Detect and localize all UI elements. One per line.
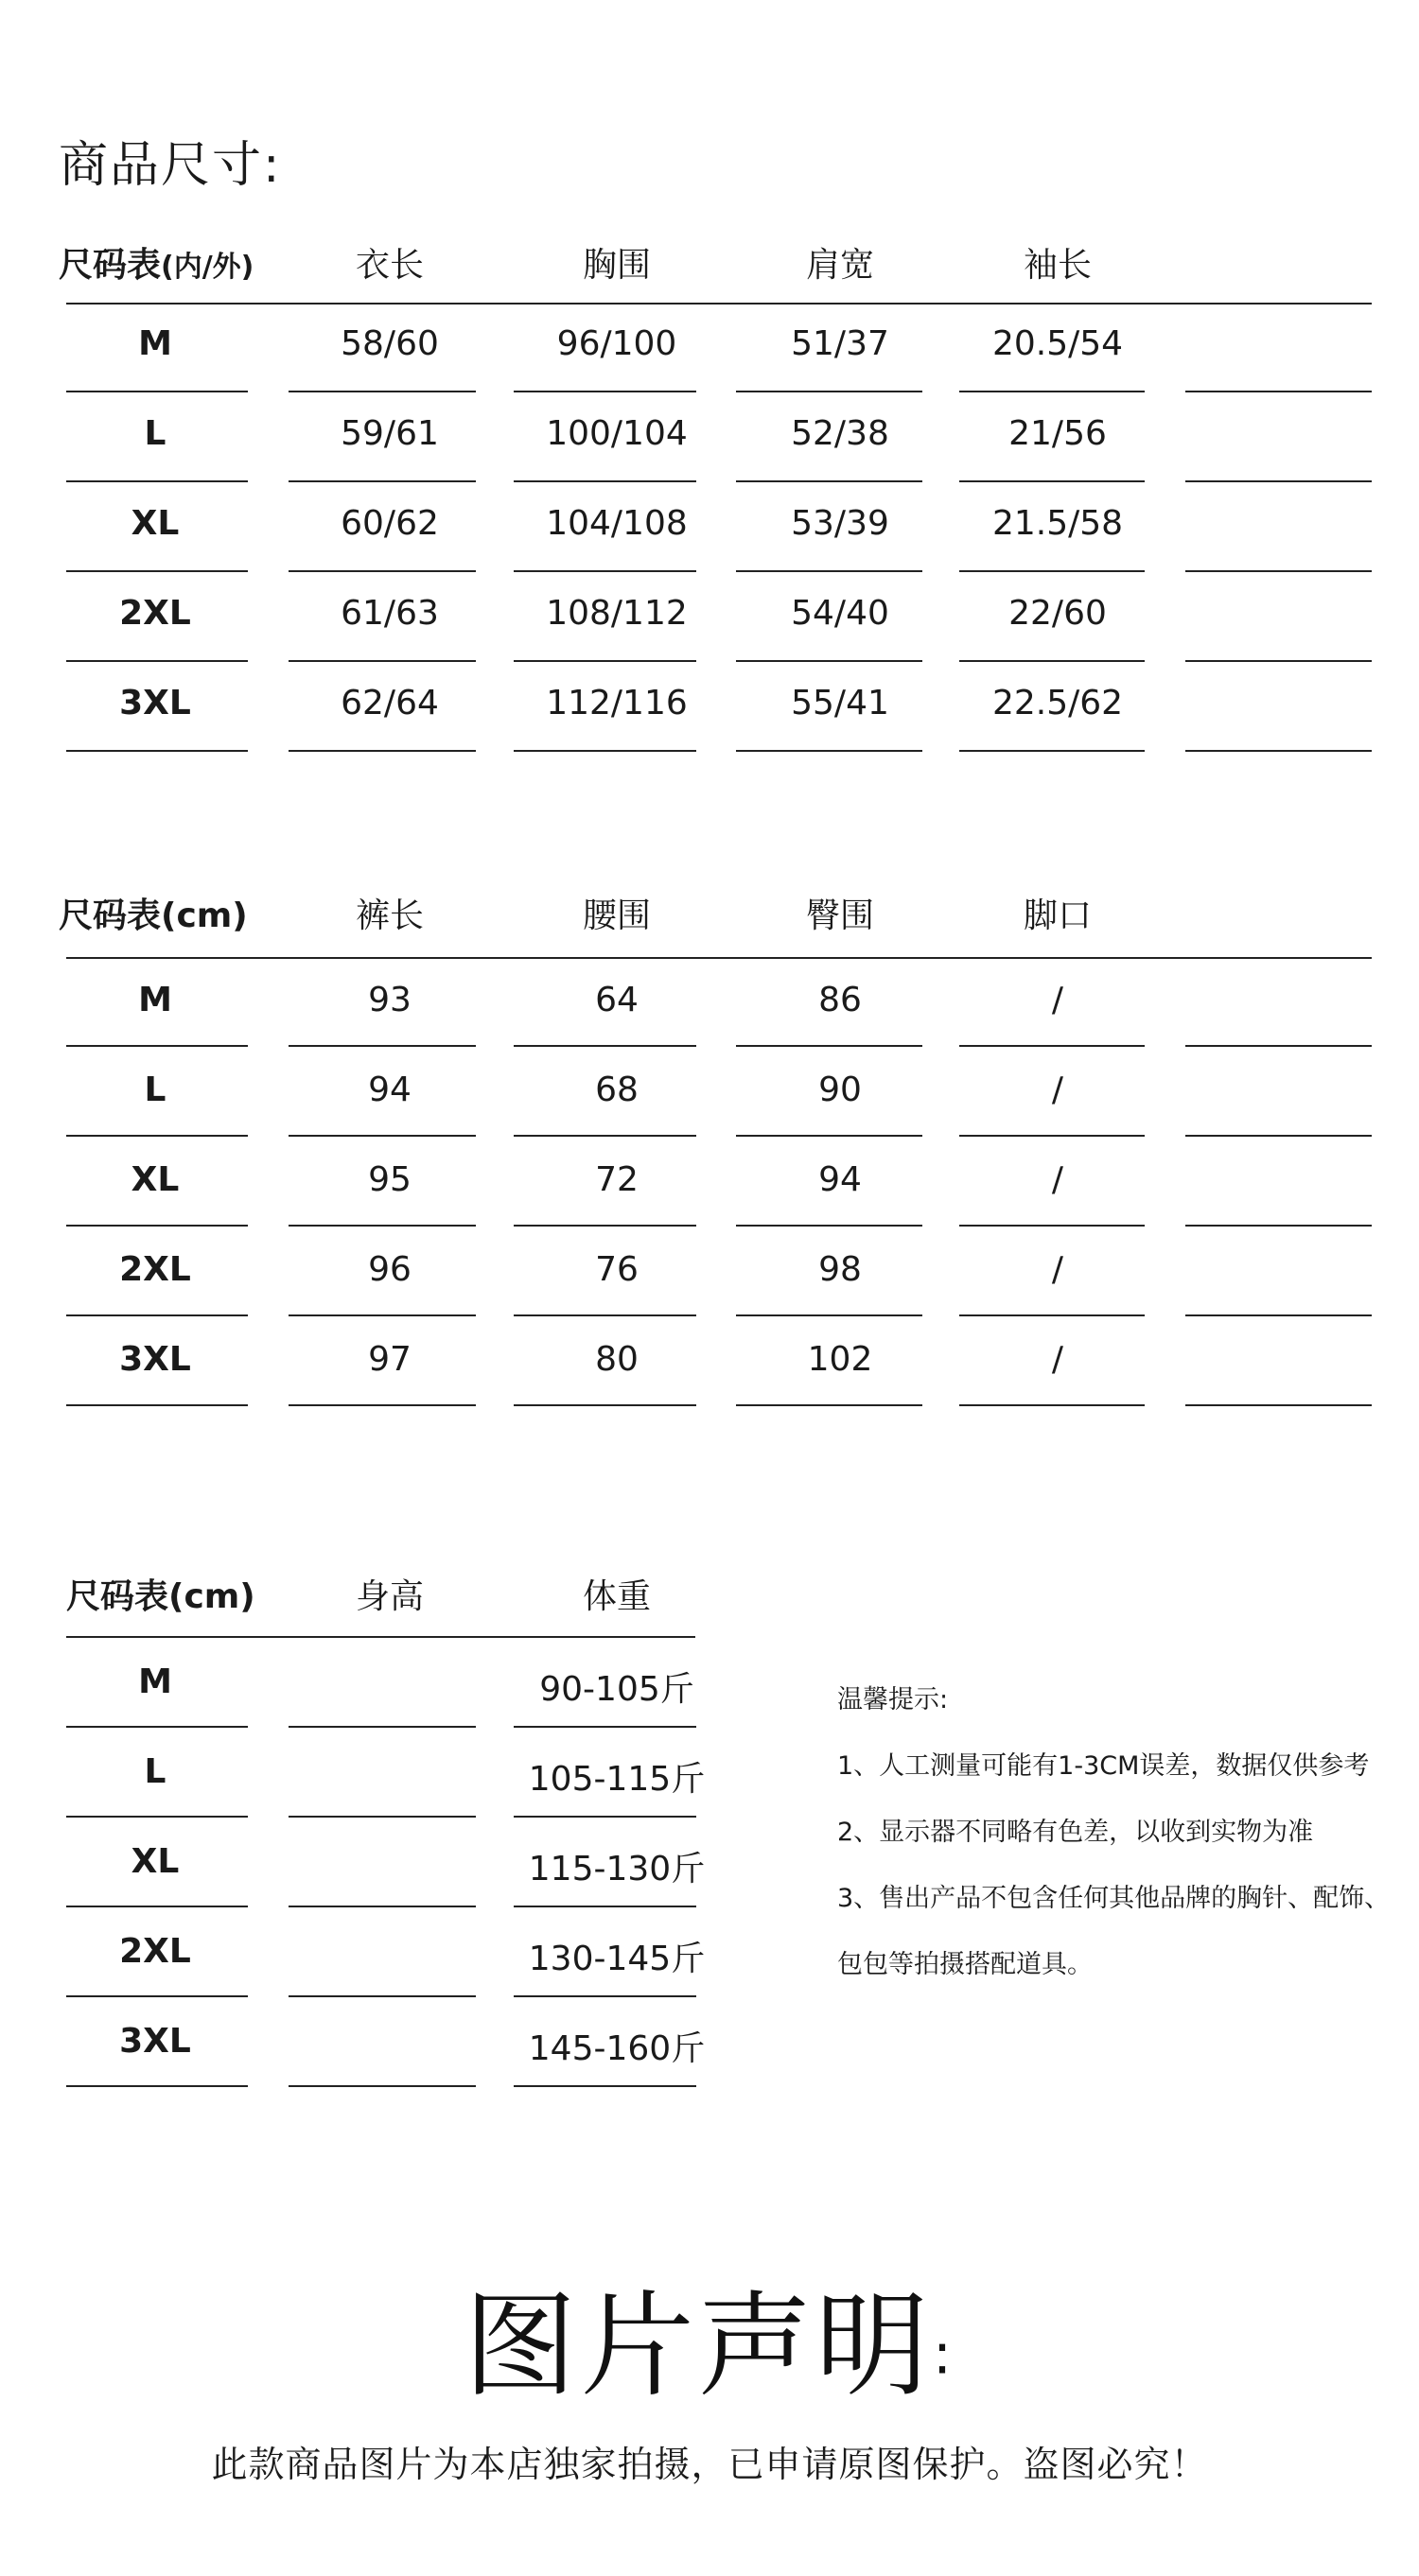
value-cell: 52/38 [791, 414, 889, 453]
row-underline [66, 391, 248, 392]
row-underline [66, 1225, 248, 1227]
row-underline [66, 1135, 248, 1137]
row-underline [66, 660, 248, 662]
size-cell: 3XL [119, 684, 191, 722]
row-underline [289, 1726, 476, 1728]
row-underline [736, 750, 922, 752]
value-cell: / [1051, 1070, 1064, 1109]
size-cell: L [144, 1070, 166, 1109]
table-label-main: 尺码表 [59, 246, 162, 285]
size-cell: XL [131, 504, 180, 543]
tips-block [837, 1679, 1405, 2010]
header-rule [66, 1636, 695, 1638]
row-underline [514, 2085, 696, 2087]
table-label [59, 238, 254, 287]
row-underline [959, 750, 1145, 752]
row-underline [514, 1314, 696, 1316]
column-header: 臀围 [805, 896, 874, 935]
value-cell: 22/60 [1008, 594, 1107, 633]
value-cell: 93 [368, 981, 412, 1019]
row-underline [289, 1995, 476, 1997]
column-header: 脚口 [1023, 896, 1092, 935]
column-header: 体重 [582, 1577, 651, 1616]
row-underline [736, 1045, 922, 1047]
column-header: 肩宽 [805, 246, 874, 285]
value-cell: 130-145斤 [528, 1940, 706, 1978]
value-cell: / [1051, 981, 1064, 1019]
row-underline [289, 1816, 476, 1818]
value-cell: 68 [595, 1070, 639, 1109]
value-cell: 55/41 [791, 684, 889, 722]
row-underline [514, 1404, 696, 1406]
value-cell: 86 [818, 981, 862, 1019]
row-underline [66, 570, 248, 572]
value-cell: 64 [595, 981, 639, 1019]
row-underline [1185, 1045, 1372, 1047]
row-underline [1185, 570, 1372, 572]
row-underline [66, 2085, 248, 2087]
tip-item-3: 3、售出产品不包含任何其他品牌的胸针、配饰、 [837, 1884, 1391, 1913]
value-cell: 98 [818, 1250, 862, 1289]
row-underline [289, 750, 476, 752]
tip-item-1: 1、人工测量可能有1-3CM误差，数据仅供参考 [837, 1751, 1370, 1781]
row-underline [736, 1225, 922, 1227]
value-cell: 90 [818, 1070, 862, 1109]
page-title: 商品尺寸: [59, 137, 282, 194]
row-underline [514, 660, 696, 662]
value-cell: 22.5/62 [991, 684, 1124, 722]
value-cell: 60/62 [341, 504, 439, 543]
row-underline [66, 1314, 248, 1316]
value-cell: 59/61 [341, 414, 439, 453]
row-underline [66, 750, 248, 752]
table-label: 尺码表(cm) [66, 1577, 255, 1616]
statement-colon: : [932, 2321, 956, 2388]
table-label-sub: (内/外) [161, 251, 254, 284]
value-cell: 96/100 [556, 324, 677, 363]
row-underline [289, 1225, 476, 1227]
row-underline [66, 1816, 248, 1818]
column-header: 胸围 [582, 246, 651, 285]
value-cell: / [1051, 1250, 1064, 1289]
value-cell: 72 [595, 1160, 639, 1199]
value-cell: 21/56 [1008, 414, 1107, 453]
row-underline [1185, 660, 1372, 662]
row-underline [736, 480, 922, 482]
value-cell: 105-115斤 [528, 1760, 706, 1799]
value-cell: 51/37 [791, 324, 889, 363]
value-cell: 94 [368, 1070, 412, 1109]
row-underline [736, 1135, 922, 1137]
column-header: 身高 [355, 1577, 424, 1616]
row-underline [289, 660, 476, 662]
column-header: 腰围 [582, 896, 651, 935]
row-underline [736, 570, 922, 572]
row-underline [66, 1404, 248, 1406]
row-underline [959, 1225, 1145, 1227]
row-underline [959, 660, 1145, 662]
row-underline [289, 1404, 476, 1406]
statement-title [0, 2255, 1419, 2418]
column-header: 裤长 [355, 896, 424, 935]
value-cell: 80 [595, 1340, 639, 1379]
row-underline [289, 1906, 476, 1907]
row-underline [1185, 480, 1372, 482]
row-underline [959, 1045, 1145, 1047]
value-cell: 53/39 [791, 504, 889, 543]
value-cell: 20.5/54 [991, 324, 1124, 363]
row-underline [514, 1726, 696, 1728]
row-underline [959, 391, 1145, 392]
row-underline [1185, 750, 1372, 752]
size-cell: 2XL [119, 1250, 191, 1289]
row-underline [1185, 391, 1372, 392]
row-underline [736, 1314, 922, 1316]
size-cell: 3XL [119, 1340, 191, 1379]
size-cell: 2XL [119, 594, 191, 633]
value-cell: 104/108 [546, 504, 688, 543]
size-cell: M [138, 981, 172, 1019]
row-underline [736, 1404, 922, 1406]
row-underline [66, 1906, 248, 1907]
tips-title: 温馨提示: [837, 1685, 949, 1714]
column-header: 衣长 [355, 246, 424, 285]
value-cell: 76 [595, 1250, 639, 1289]
row-underline [1185, 1135, 1372, 1137]
value-cell: / [1051, 1340, 1064, 1379]
value-cell: 112/116 [546, 684, 688, 722]
value-cell: 102 [807, 1340, 873, 1379]
row-underline [289, 2085, 476, 2087]
row-underline [959, 1314, 1145, 1316]
row-underline [1185, 1404, 1372, 1406]
row-underline [959, 480, 1145, 482]
size-cell: M [138, 324, 172, 363]
row-underline [289, 391, 476, 392]
statement-text: 此款商品图片为本店独家拍摄，已申请原图保护。盗图必究！ [211, 2444, 1208, 2485]
size-cell: XL [131, 1160, 180, 1199]
row-underline [289, 480, 476, 482]
row-underline [66, 1726, 248, 1728]
row-underline [289, 570, 476, 572]
statement-title-text: 图片声明 [463, 2281, 933, 2412]
row-underline [1185, 1314, 1372, 1316]
row-underline [959, 1135, 1145, 1137]
row-underline [959, 1404, 1145, 1406]
row-underline [289, 1135, 476, 1137]
size-cell: 3XL [119, 2022, 191, 2061]
value-cell: 21.5/58 [991, 504, 1124, 543]
value-cell: 96 [368, 1250, 412, 1289]
value-cell: 54/40 [791, 594, 889, 633]
value-cell: 58/60 [341, 324, 439, 363]
row-underline [514, 1045, 696, 1047]
value-cell: 61/63 [341, 594, 439, 633]
value-cell: 62/64 [341, 684, 439, 722]
size-cell: 2XL [119, 1932, 191, 1971]
row-underline [514, 1906, 696, 1907]
row-underline [66, 1045, 248, 1047]
table-label: 尺码表(cm) [59, 896, 248, 935]
size-cell: L [144, 414, 166, 453]
column-header: 袖长 [1023, 246, 1092, 285]
row-underline [514, 570, 696, 572]
value-cell: 100/104 [546, 414, 688, 453]
header-rule [66, 303, 1372, 305]
row-underline [514, 1995, 696, 1997]
value-cell: 90-105斤 [539, 1670, 694, 1709]
size-cell: L [144, 1752, 166, 1791]
value-cell: 145-160斤 [528, 2029, 706, 2068]
row-underline [514, 1816, 696, 1818]
size-cell: XL [131, 1842, 180, 1881]
row-underline [1185, 1225, 1372, 1227]
size-cell: M [138, 1662, 172, 1701]
row-underline [289, 1314, 476, 1316]
value-cell: 97 [368, 1340, 412, 1379]
tip-item-2: 2、显示器不同略有色差，以收到实物为准 [837, 1818, 1314, 1847]
row-underline [66, 1995, 248, 1997]
value-cell: 108/112 [546, 594, 688, 633]
value-cell: 94 [818, 1160, 862, 1199]
row-underline [736, 660, 922, 662]
row-underline [514, 750, 696, 752]
row-underline [514, 480, 696, 482]
row-underline [514, 1135, 696, 1137]
row-underline [959, 570, 1145, 572]
row-underline [736, 391, 922, 392]
value-cell: 115-130斤 [528, 1850, 706, 1888]
value-cell: / [1051, 1160, 1064, 1199]
tip-item-3-cont: 包包等拍摄搭配道具。 [837, 1950, 1093, 1979]
value-cell: 95 [368, 1160, 412, 1199]
row-underline [514, 1225, 696, 1227]
header-rule [66, 957, 1372, 959]
row-underline [66, 480, 248, 482]
row-underline [514, 391, 696, 392]
row-underline [289, 1045, 476, 1047]
